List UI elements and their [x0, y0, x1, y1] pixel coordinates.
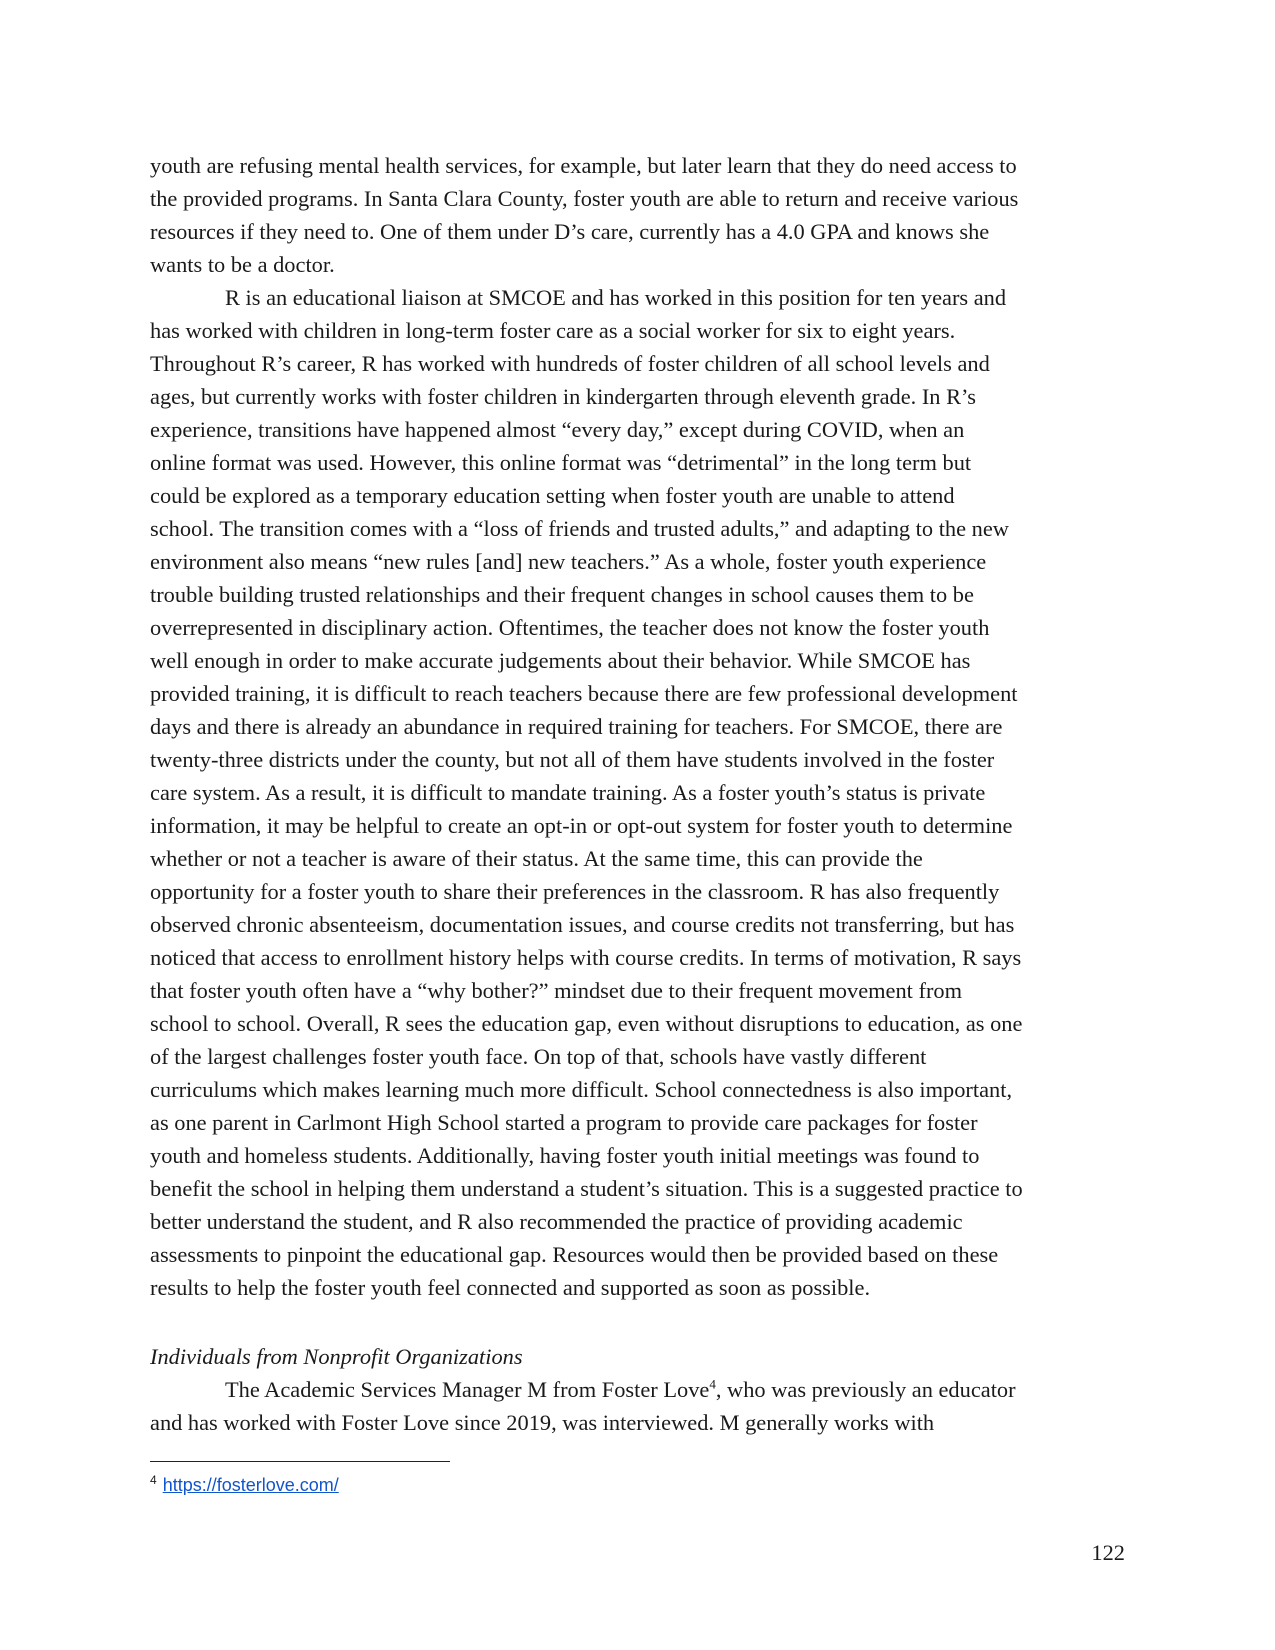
text-run: The Academic Services Manager M from Foster Love [225, 1377, 710, 1402]
footnote [150, 1473, 339, 1497]
text-line: observed chronic absenteeism, documentation issues, and course credits not transferring, but has [150, 912, 1015, 937]
text-line: days and there is already an abundance in required training for teachers. For SMCOE, there are [150, 714, 1003, 739]
text-line: environment also means “new rules [and] new teachers.” As a whole, foster youth experience [150, 549, 987, 574]
text-line: has worked with children in long-term foster care as a social worker for six to eight years. [150, 318, 956, 343]
text-line: could be explored as a temporary education setting when foster youth are unable to attend [150, 483, 955, 508]
footnote-link[interactable]: https://fosterlove.com/ [162, 1475, 339, 1495]
text-line: opportunity for a foster youth to share their preferences in the classroom. R has also frequently [150, 879, 1000, 904]
section-nonprofit [150, 1340, 1126, 1439]
text-line: Throughout R’s career, R has worked with hundreds of foster children of all school levels and [150, 351, 990, 376]
text-line: provided training, it is difficult to reach teachers because there are few professional development [150, 681, 1018, 706]
text-line: information, it may be helpful to create an opt-in or opt-out system for foster youth to determine [150, 813, 1013, 838]
text-line: curriculums which makes learning much more difficult. School connectedness is also important, [150, 1077, 1013, 1102]
text-line: resources if they need to. One of them under D’s care, currently has a 4.0 GPA and knows she [150, 219, 990, 244]
body-text [150, 149, 1126, 1304]
footnote-separator [150, 1461, 450, 1462]
paragraph-first-line [150, 1373, 1126, 1406]
paragraph-first-line: R is an educational liaison at SMCOE and has worked in this position for ten years and [225, 285, 1007, 310]
text-line: whether or not a teacher is aware of their status. At the same time, this can provide the [150, 846, 923, 871]
text-line: experience, transitions have happened almost “every day,” except during COVID, when an [150, 417, 965, 442]
text-line: school to school. Overall, R sees the education gap, even without disruptions to education, as one [150, 1011, 1023, 1036]
text-line: youth and homeless students. Additionally, having foster youth initial meetings was found to [150, 1143, 980, 1168]
text-line: noticed that access to enrollment history helps with course credits. In terms of motivation, R says [150, 945, 1022, 970]
text-line: assessments to pinpoint the educational gap. Resources would then be provided based on these [150, 1242, 999, 1267]
text-line: twenty-three districts under the county, but not all of them have students involved in the foster [150, 747, 995, 772]
text-line: as one parent in Carlmont High School started a program to provide care packages for foster [150, 1110, 978, 1135]
section-heading: Individuals from Nonprofit Organizations [150, 1344, 523, 1369]
footnote-number: 4 [150, 1473, 157, 1487]
text-line: well enough in order to make accurate judgements about their behavior. While SMCOE has [150, 648, 971, 673]
text-line: online format was used. However, this online format was “detrimental” in the long term but [150, 450, 972, 475]
text-line: overrepresented in disciplinary action. Oftentimes, the teacher does not know the foster youth [150, 615, 990, 640]
text-line: of the largest challenges foster youth face. On top of that, schools have vastly different [150, 1044, 927, 1069]
text-line: benefit the school in helping them understand a student’s situation. This is a suggested practice to [150, 1176, 1023, 1201]
page-number: 122 [1091, 1540, 1125, 1565]
text-line: and has worked with Foster Love since 2019, was interviewed. M generally works with [150, 1410, 935, 1435]
text-run: , who was previously an educator [715, 1377, 1016, 1402]
text-line: results to help the foster youth feel connected and supported as soon as possible. [150, 1275, 871, 1300]
text-line: the provided programs. In Santa Clara County, foster youth are able to return and receive various [150, 186, 1019, 211]
text-line: ages, but currently works with foster children in kindergarten through eleventh grade. In R’s [150, 384, 976, 409]
text-line: that foster youth often have a “why bother?” mindset due to their frequent movement from [150, 978, 963, 1003]
text-line: care system. As a result, it is difficult to mandate training. As a foster youth’s status is private [150, 780, 986, 805]
text-line: school. The transition comes with a “loss of friends and trusted adults,” and adapting to the new [150, 516, 1009, 541]
text-line: trouble building trusted relationships and their frequent changes in school causes them to be [150, 582, 974, 607]
text-line: wants to be a doctor. [150, 252, 335, 277]
footnote-reference[interactable]: 4 [709, 1376, 716, 1392]
text-line: better understand the student, and R also recommended the practice of providing academic [150, 1209, 963, 1234]
text-line: youth are refusing mental health services, for example, but later learn that they do need access to [150, 153, 1017, 178]
